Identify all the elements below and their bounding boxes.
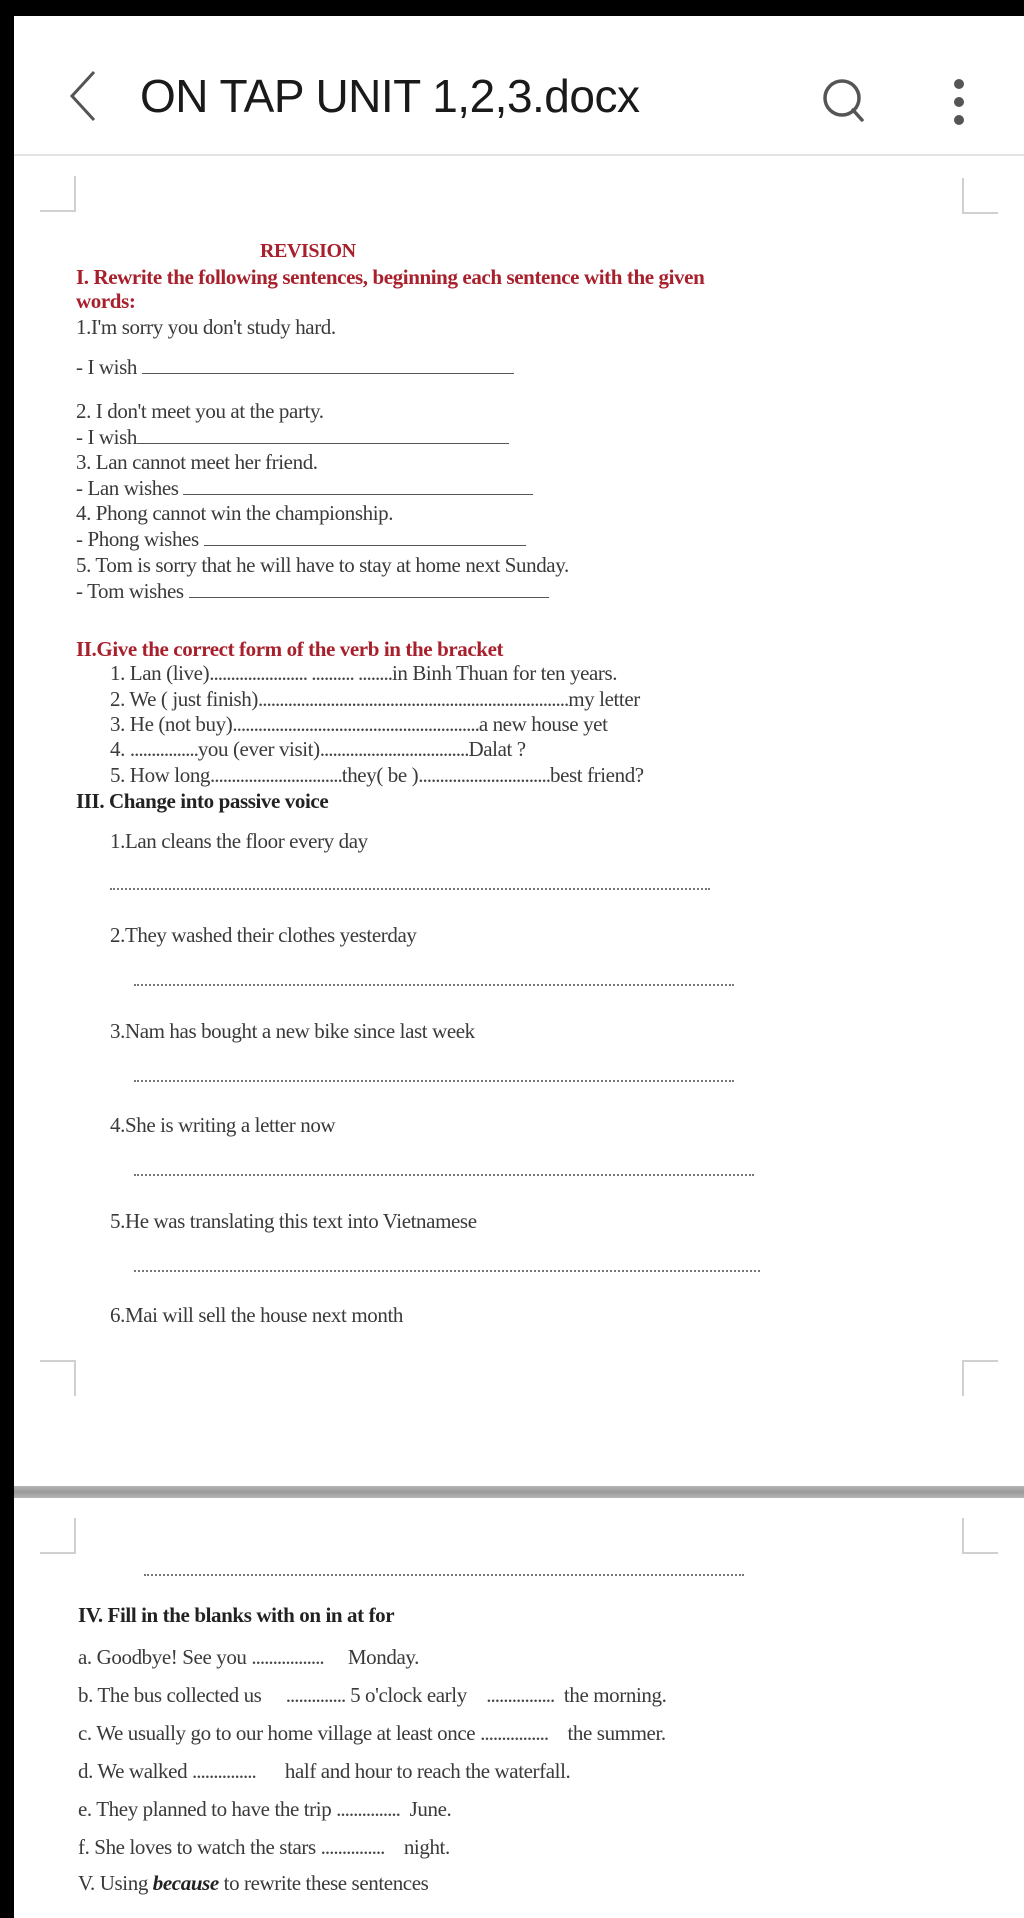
phone-screen [14, 16, 1024, 1914]
preposition-item: d. We walked ............... half and hour to reach the waterfall. [78, 1759, 571, 1783]
answer-blank[interactable]: ............... [192, 1759, 256, 1783]
page-corner-mark [962, 1360, 998, 1396]
answer-line[interactable] [144, 1574, 744, 1576]
passive-item: 5.He was translating this text into Vietnamese [110, 1209, 477, 1233]
answer-line[interactable] [110, 888, 710, 890]
answer-blank[interactable] [142, 356, 514, 374]
answer-blank[interactable]: ....................... .......... ........ [209, 661, 392, 685]
preposition-item: e. They planned to have the trip ............... June. [78, 1797, 452, 1821]
exercise-prompt: - Tom wishes [76, 578, 549, 604]
answer-line[interactable] [134, 1080, 734, 1082]
answer-line[interactable] [134, 1270, 760, 1272]
document-title: ON TAP UNIT 1,2,3.docx [140, 70, 640, 122]
verb-item: 2. We ( just finish).........................................................................my letter [110, 687, 640, 711]
answer-blank[interactable] [189, 580, 549, 598]
section1-title-cont: words: [76, 289, 136, 313]
page-corner-mark [962, 178, 998, 214]
exercise-prompt: - I wish [76, 354, 514, 380]
answer-blank[interactable]: ............... [320, 1835, 385, 1859]
page-separator [14, 1486, 1024, 1498]
passive-item: 4.She is writing a letter now [110, 1113, 336, 1137]
answer-blank[interactable]: ................................... [319, 737, 469, 761]
passive-item: 2.They washed their clothes yesterday [110, 923, 417, 947]
exercise-sentence: 1.I'm sorry you don't study hard. [76, 315, 336, 339]
preposition-item: b. The bus collected us .............. 5 o'clock early ................ the morning. [78, 1683, 667, 1707]
passive-item: 3.Nam has bought a new bike since last week [110, 1019, 475, 1043]
verb-item: 5. How long...............................they( be )...............................best friend? [110, 763, 644, 787]
answer-line[interactable] [134, 1174, 754, 1176]
chevron-left-icon [64, 66, 104, 126]
answer-blank[interactable] [137, 426, 509, 444]
answer-blank[interactable] [204, 528, 526, 546]
page-corner-mark [40, 176, 76, 212]
section3-title: III. Change into passive voice [76, 789, 329, 813]
verb-item: 4. ................you (ever visit)...................................Dalat ? [110, 737, 526, 761]
search-button[interactable] [820, 76, 870, 126]
more-vertical-icon [944, 72, 974, 132]
answer-blank[interactable]: ............... [336, 1797, 400, 1821]
document-page-1[interactable] [14, 158, 1024, 1486]
page-corner-mark [962, 1518, 998, 1554]
section5-title: V. Using because to rewrite these sentences [78, 1871, 429, 1895]
preposition-item: c. We usually go to our home village at least once ................ the summer. [78, 1721, 666, 1745]
answer-blank[interactable]: ......................................................................... [258, 687, 569, 711]
preposition-item: a. Goodbye! See you ................. Monday. [78, 1645, 419, 1669]
page-corner-mark [40, 1360, 76, 1396]
emphasized-word: because [152, 1871, 219, 1895]
back-button[interactable] [64, 66, 104, 126]
document-page-2[interactable] [14, 1498, 1024, 1918]
exercise-sentence: 4. Phong cannot win the championship. [76, 501, 394, 525]
exercise-prompt: - I wish [76, 424, 509, 450]
exercise-sentence: 2. I don't meet you at the party. [76, 399, 324, 423]
answer-blank[interactable]: .............. [285, 1683, 346, 1707]
answer-blank[interactable]: ................ [129, 737, 198, 761]
exercise-prompt: - Phong wishes [76, 526, 526, 552]
app-bar [14, 16, 1024, 156]
section2-title: II.Give the correct form of the verb in the bracket [76, 637, 504, 661]
answer-blank[interactable]: ............................... [210, 763, 342, 787]
section4-title: IV. Fill in the blanks with on in at for [78, 1603, 395, 1627]
exercise-sentence: 5. Tom is sorry that he will have to stay at home next Sunday. [76, 553, 569, 577]
search-icon [820, 76, 870, 126]
answer-blank[interactable]: ................ [480, 1721, 549, 1745]
section1-title: I. Rewrite the following sentences, beginning each sentence with the given [76, 265, 705, 289]
answer-blank[interactable]: .......................................................... [232, 712, 479, 736]
answer-line[interactable] [134, 984, 734, 986]
answer-blank[interactable]: ................ [486, 1683, 555, 1707]
verb-item: 1. Lan (live)....................... .......... ........in Binh Thuan for ten years. [110, 661, 618, 685]
more-options-button[interactable] [944, 72, 974, 132]
exercise-prompt: - Lan wishes [76, 475, 533, 501]
verb-item: 3. He (not buy)..........................................................a new house yet [110, 712, 608, 736]
preposition-item: f. She loves to watch the stars ............... night. [78, 1835, 450, 1859]
answer-blank[interactable]: ................. [251, 1645, 324, 1669]
passive-item: 6.Mai will sell the house next month [110, 1303, 403, 1327]
page-corner-mark [40, 1518, 76, 1554]
answer-blank[interactable] [183, 477, 533, 495]
answer-blank[interactable]: ............................... [418, 763, 550, 787]
exercise-sentence: 3. Lan cannot meet her friend. [76, 450, 318, 474]
document-heading: REVISION [260, 240, 356, 262]
passive-item: 1.Lan cleans the floor every day [110, 829, 368, 853]
